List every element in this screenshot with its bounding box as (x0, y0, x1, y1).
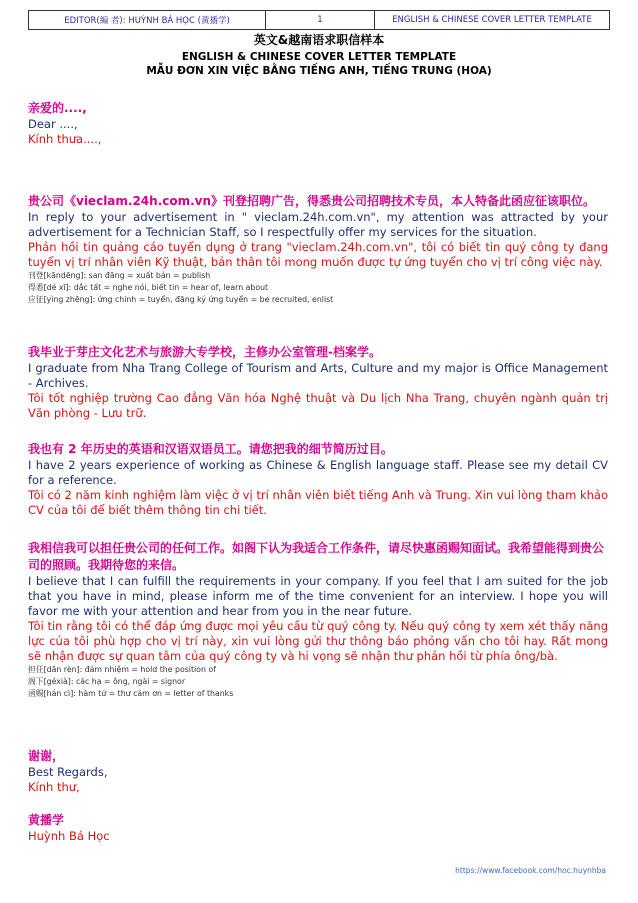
paragraph-4 (28, 540, 608, 700)
vocab-note: 得悉[dé xī]: dắc tất = nghe nói, biết tin = hear of, learn about (28, 283, 269, 292)
greeting-vi: Kính thưa...., (28, 132, 102, 146)
closing (28, 748, 608, 795)
para3-cn: 我也有 2 年历史的英语和汉语双语员工。请您把我的细节简历过目。 (28, 442, 393, 456)
facebook-link[interactable]: https://www.facebook.com/hoc.huynhba (455, 866, 606, 875)
signature-cn: 黄播学 (28, 813, 65, 827)
para2-vi: Tôi tốt nghiệp trường Cao đẳng Văn hóa Nghệ thuật và Du lịch Nha Trang, chuyên ngành quản trị Văn phòng - Lưu trữ. (28, 391, 608, 420)
paragraph-3 (28, 441, 608, 518)
para1-en: In reply to your advertisement in " vieclam.24h.com.vn", my attention was attracted by your advertisement for a Technician Staff, so I respectfully offer my services for the situation. (28, 210, 608, 239)
title-english: ENGLISH & CHINESE COVER LETTER TEMPLATE (181, 51, 457, 63)
para4-cn: 我相信我可以担任贵公司的任何工作。如阁下认为我适合工作条件，请尽快惠函赐知面试。我希望能得到贵公司的照顾。我期待您的来信。 (28, 541, 605, 572)
vocab-note: 应征[yìng zhēng]: ứng chinh = tuyển, đăng ký ứng tuyển = be recruited, enlist (28, 295, 334, 304)
greeting-en: Dear ...., (28, 117, 78, 131)
greeting (28, 100, 608, 147)
closing-vi: Kính thư, (28, 780, 80, 794)
header-doc-title: ENGLISH & CHINESE COVER LETTER TEMPLATE (374, 11, 609, 29)
title-block (0, 31, 638, 77)
header-editor: EDITOR(編 者): HUỲNH BÁ HỌC (黃播学) (64, 16, 230, 26)
para2-en: I graduate from Nha Trang College of Tourism and Arts, Culture and my major is Office Management - Archives. (28, 361, 608, 390)
para3-en: I have 2 years experience of working as Chinese & English language staff. Please see my detail CV for a reference. (28, 458, 608, 487)
vocab-note: 担任[dān rèn]: đảm nhiệm = hold the position of (28, 665, 216, 674)
title-vietnamese: MẪU ĐƠN XIN VIỆC BẰNG TIẾNG ANH, TIẾNG TRUNG (HOA) (146, 65, 492, 77)
header-page-number: 1 (265, 11, 374, 29)
paragraph-1 (28, 193, 608, 306)
para1-cn: 贵公司《vieclam.24h.com.vn》刊登招聘广告，得悉贵公司招聘技术专员，本人特备此函应征该职位。 (28, 194, 596, 208)
closing-cn: 谢谢， (28, 749, 65, 763)
signature-vi: Huỳnh Bá Học (28, 829, 110, 843)
para4-en: I believe that I can fulfill the requirements in your company. If you feel that I am suited for the job that you have in mind, please inform me of the time convenient for an interview. I hope you will favor me with your attention and hear from you in the near future. (28, 574, 608, 618)
closing-en: Best Regards, (28, 765, 108, 779)
para1-vi: Phản hồi tin quảng cáo tuyển dụng ở trang "vieclam.24h.com.vn", tôi có biết tin quý công ty đang tuyển vị trí nhân viên Kỹ thuật, bản thân tôi mong muốn được tự ứng tuyển cho vị trí công việc này. (28, 240, 608, 269)
vocab-note: 阁下[géxià]: các hạ = ông, ngài = signor (28, 677, 186, 686)
para4-vi: Tôi tin rằng tôi có thể đáp ứng được mọi yêu cầu từ quý công ty. Nếu quý công ty xem xét thấy năng lực của tôi phù hợp cho vị trí này, xin vui lòng gửi thư thông báo phỏng vấn cho tôi hay. Rất mong sẽ nhận được sự quan tâm của quý công ty và hi vọng sẽ nhận thư phản hồi từ phía ông/bà. (28, 619, 608, 663)
signature (28, 812, 608, 844)
title-chinese: 英文&越南语求职信样本 (253, 33, 385, 47)
para2-cn: 我毕业于芽庄文化艺术与旅游大专学校，主修办公室管理-档案学。 (28, 345, 381, 359)
page-header (28, 10, 610, 30)
vocab-note: 函赐[hán cì]: hàm tứ = thư cảm ơn = letter of thanks (28, 689, 234, 698)
vocab-note: 刊登[kāndēng]: san đăng = xuất bản = publish (28, 271, 211, 280)
greeting-cn: 亲爱的...., (28, 101, 87, 115)
paragraph-2 (28, 344, 608, 421)
letter-body (28, 100, 608, 844)
para3-vi: Tôi có 2 năm kinh nghiệm làm việc ở vị trí nhân viên biết tiếng Anh và Trung. Xin vui lòng tham khảo CV của tôi để biết thêm thông tin chi tiết. (28, 488, 608, 517)
